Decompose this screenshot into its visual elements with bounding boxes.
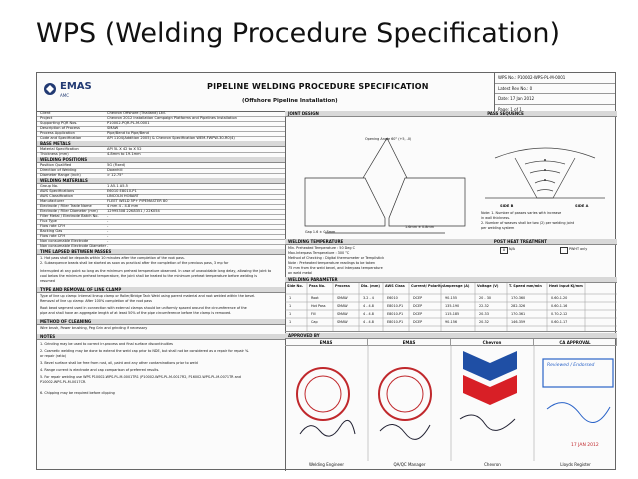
section-welding-parameter: WELDING PARAMETER bbox=[285, 277, 617, 283]
approval-signatures bbox=[285, 339, 617, 461]
note-item: 1. Grinding may be used to correct irr.process and final surface discontinuities bbox=[40, 342, 173, 346]
section-welding-temperature: WELDING TEMPERATURE bbox=[285, 239, 491, 245]
document-header bbox=[37, 73, 615, 112]
row-code: Code and Specification API 1104(Addition 2005) & Chevron Specification WEM-FWPW-30-R0(4) bbox=[37, 136, 285, 142]
material-row: Electrode / Filler Diameter (mm) 12995308 22K8351 / 22K054 bbox=[37, 209, 285, 215]
joint-note: 2. Number of weaves shall be two (2) per welding joint bbox=[481, 221, 575, 225]
joint-angle-label: Opening Angle 60° (+5, -0) bbox=[365, 137, 412, 141]
joint-note: Note: 1. Number of passes varies with increase bbox=[481, 211, 562, 215]
row-material-spec: Material Specification API 5L X 42 to X 52 bbox=[37, 147, 285, 153]
material-row: AWS Classification LINCOLN HOBART bbox=[37, 194, 285, 200]
param-cell: Cap bbox=[311, 320, 318, 324]
row-process: Description of Process SMAW bbox=[37, 126, 285, 132]
joint-gap-label: Gap 1.6 ± 0.8mm bbox=[305, 230, 336, 234]
logo-text: EMAS bbox=[60, 81, 92, 92]
approval-head: EMAS bbox=[368, 339, 451, 346]
lloyds-stamp-text: Reviewed / Endorsed bbox=[547, 363, 595, 368]
param-cell: Fill bbox=[311, 312, 316, 316]
param-cell: E8010-P1 bbox=[387, 312, 404, 316]
cleaning-text: Wire brush, Power brushing, Peg Grin and grinding if necessary bbox=[40, 326, 148, 330]
param-cell: 170-361 bbox=[511, 312, 526, 316]
time-note: 2. Subsequence beads shall be started as soon as practical after the completion of the previous pass, 3 mp for bbox=[40, 261, 229, 265]
param-cell: 135-190 bbox=[445, 304, 460, 308]
emas-logo bbox=[43, 79, 92, 103]
param-header: Amperage (A) bbox=[443, 284, 470, 288]
param-cell: 20 - 30 bbox=[479, 296, 492, 300]
stamp-seal-1-inner bbox=[305, 376, 341, 412]
joint-face-label: 1.6mm ± 0.8mm bbox=[405, 225, 434, 229]
clamp-note: Interrupted at any point so long as the minimum preheat temperature observed. In case of unavoidable long delay, allowing the joint to bbox=[40, 269, 272, 273]
clamp-row: Root bead segment used in connection with external clamps should be uniformly spaced around the circumference of the bbox=[40, 306, 247, 310]
param-cell: E6010 bbox=[387, 296, 398, 300]
material-row: Flux Type - bbox=[37, 219, 285, 225]
param-cell: 20-32 bbox=[479, 320, 489, 324]
section-type-removal: TYPE AND REMOVAL OF LINE CLAMP bbox=[37, 287, 285, 293]
approval-role: Welding Engineer bbox=[308, 462, 345, 467]
row-client: Client Chevron Offshore (Thailand) Ltd. bbox=[37, 111, 285, 117]
param-header: Voltage (V) bbox=[477, 284, 499, 288]
material-row: Group No. 1 A5.1 A5.5 bbox=[37, 184, 285, 190]
param-header: Side No. bbox=[287, 284, 303, 288]
note-item: or repair (ratio) bbox=[40, 354, 67, 358]
approval-head: EMAS bbox=[285, 339, 368, 346]
temp-row: 75 mm from the weld bevel, and Interpass temperature bbox=[288, 266, 383, 270]
param-cell: 1 bbox=[289, 320, 292, 324]
param-cell: 20-33 bbox=[479, 312, 489, 316]
row-direction: Direction of Welding Downhill bbox=[37, 168, 285, 174]
emas-logo-icon bbox=[43, 82, 57, 96]
note-item: P10002-WPS-PL-M-0017CR. bbox=[40, 380, 87, 384]
side-b-label: SIDE B bbox=[500, 204, 514, 208]
logo-sub: AMC bbox=[60, 93, 69, 98]
param-cell: 0.70-2.12 bbox=[551, 312, 568, 316]
param-cell: 170-360 bbox=[511, 296, 526, 300]
param-cell: SMAW bbox=[337, 320, 348, 324]
param-cell: E8010-P1 bbox=[387, 304, 404, 308]
section-base-metals: BASE METALS bbox=[37, 141, 285, 147]
post-heat-checkbox-na: X bbox=[500, 247, 508, 254]
section-post-heat: POST HEAT TREATMENT bbox=[491, 239, 617, 245]
signature-4 bbox=[547, 403, 610, 423]
param-cell: 0.60-1.17 bbox=[551, 320, 568, 324]
section-approved-by: APPROVED BY bbox=[285, 333, 617, 339]
param-cell: 90-155 bbox=[445, 296, 458, 300]
material-row: Non consumable Electrode - bbox=[37, 239, 285, 245]
row-thickness: Thickness (mm) 4.8mm to 19.1mm bbox=[37, 152, 285, 158]
note-item: 3. Bevel surface shall be free from rust, oil, paint and any other contaminations prior to weld bbox=[40, 361, 198, 365]
approval-head: CA APPROVAL bbox=[534, 339, 617, 346]
section-notes: NOTES bbox=[37, 334, 285, 340]
param-header: Pass No. bbox=[309, 284, 326, 288]
welding-parameter-table bbox=[285, 283, 617, 332]
material-row: AWS Specifications E6010 E8010-P1 bbox=[37, 189, 285, 195]
document-subtitle: (Offshore Pipeline Installation) bbox=[242, 98, 338, 104]
param-cell: 0.60-1.16 bbox=[551, 304, 568, 308]
row-position: Position Qualified 5G (Fixed) bbox=[37, 163, 285, 169]
time-note: 1. Hot pass shall be deposits within 10 minutes after the completion of the root pass. bbox=[40, 256, 185, 260]
param-cell: E8010-P1 bbox=[387, 320, 404, 324]
material-row: Flow rate CFH - bbox=[37, 234, 285, 240]
param-cell: DCEP bbox=[413, 304, 423, 308]
param-cell: 1 bbox=[289, 312, 292, 316]
approval-head: Chevron bbox=[451, 339, 534, 346]
param-header: T. Speed mm/min bbox=[509, 284, 542, 288]
row-pqr: Supporting PQR Nos. P10002-PQR-PL-M-0001 bbox=[37, 121, 285, 127]
param-header: Dia. (mm) bbox=[361, 284, 380, 288]
row-diameter: Diameter Range (inch) > 12.75" bbox=[37, 173, 285, 179]
param-cell: 4 - 4.8 bbox=[363, 304, 374, 308]
material-row: Manufacturer FLEET WELD 5P+ PIPEMASTER 80 bbox=[37, 199, 285, 205]
param-cell: 146-359 bbox=[511, 320, 526, 324]
info-revision: Latest Rev No.: 0 bbox=[495, 84, 615, 95]
clamp-note: cool below the minimum preheat temperature, the joint shall be heated to the minimum preheat temperature before welding is bbox=[40, 274, 258, 278]
param-cell: DCEP bbox=[413, 312, 423, 316]
param-header: Heat Input KJ/mm bbox=[549, 284, 583, 288]
section-time-lapsed: TIME LAPSED BETWEEN PASSES bbox=[37, 249, 285, 255]
note-item: 4. Range current is electrode and cap comparison of preferred results. bbox=[40, 368, 160, 372]
param-cell: 4 - 4.8 bbox=[363, 312, 374, 316]
section-joint-design: JOINT DESIGN bbox=[285, 111, 484, 117]
param-cell: Hot Pass bbox=[311, 304, 326, 308]
param-cell: Root bbox=[311, 296, 319, 300]
param-cell: 1 bbox=[289, 304, 292, 308]
approval-role: Lloyds Register bbox=[560, 462, 591, 467]
row-application: Process Application Pipe/Bend to Pipe/Bend bbox=[37, 131, 285, 137]
temp-row: Min. Preheated Temperature : 50 Deg C bbox=[288, 246, 355, 250]
post-heat-pwht: PWHT only bbox=[569, 247, 588, 251]
approval-role: QA/QC Manager bbox=[393, 462, 426, 467]
approval-panel bbox=[285, 339, 617, 471]
param-cell: 22-32 bbox=[479, 304, 489, 308]
joint-note: in wall thickness. bbox=[481, 216, 511, 220]
signature-2 bbox=[380, 424, 430, 439]
param-cell: DCEP bbox=[413, 320, 423, 324]
info-date: Date: 17 Jan 2012 bbox=[495, 94, 615, 105]
document-title: PIPELINE WELDING PROCEDURE SPECIFICATION bbox=[207, 82, 429, 91]
approval-role: Chevron bbox=[484, 462, 501, 467]
post-heat-na: N/A bbox=[509, 247, 515, 251]
row-project: Project Chevron 2012 Installation Campaign Platforms and Pipelines Installation bbox=[37, 116, 285, 122]
note-item: 6. Chipping may be required before clipping bbox=[40, 391, 115, 395]
material-row: Non consumable Electrode Diameter - bbox=[37, 244, 285, 250]
param-cell: SMAW bbox=[337, 312, 348, 316]
section-welding-materials: WELDING MATERIALS bbox=[37, 178, 285, 184]
signature-1 bbox=[300, 420, 355, 436]
slide-title: WPS (Welding Procedure Specification) bbox=[36, 18, 561, 49]
clamp-row: pipe and shall have an aggregate length of at least 50% of the pipe circumference before the clamp is removed. bbox=[40, 311, 232, 315]
param-header: AWS Class bbox=[385, 284, 405, 288]
left-column bbox=[37, 111, 286, 471]
clamp-row: Type of line up clamp: Internal lineup clamp or Roller/Bridge Tack Weld using parent material and root welded within the bevel. bbox=[40, 294, 256, 298]
param-cell: 282-326 bbox=[511, 304, 526, 308]
stamp-date: 17 JAN 2012 bbox=[571, 443, 599, 448]
param-cell: DCEP bbox=[413, 296, 423, 300]
stamp-seal-2-inner bbox=[387, 376, 423, 412]
param-cell: 3.2 - 4 bbox=[363, 296, 374, 300]
section-method-cleaning: METHOD OF CLEANING bbox=[37, 319, 285, 325]
temp-row: on weld metal bbox=[288, 271, 313, 275]
post-heat-checkbox-pwht bbox=[560, 247, 568, 254]
param-cell: 115-185 bbox=[445, 312, 460, 316]
temp-row: Method of Checking : Digital thermometer or Tempilstick bbox=[288, 256, 385, 260]
right-column bbox=[285, 111, 617, 471]
info-page: Page: 1 of 1 bbox=[498, 106, 522, 112]
material-row: Flow rate CFH - bbox=[37, 224, 285, 230]
section-welding-positions: WELDING POSITIONS bbox=[37, 157, 285, 163]
joint-note: per welding system bbox=[481, 226, 515, 230]
wps-document bbox=[36, 72, 616, 470]
note-item: 2. Cosmetic welding may be done to extend the weld cap prior to NDE, but shall not be considered as a repair for repair %. bbox=[40, 349, 250, 353]
section-pass-sequence: PASS SEQUENCE bbox=[484, 111, 617, 117]
material-row: Backing Gas - bbox=[37, 229, 285, 235]
param-cell: 90-156 bbox=[445, 320, 458, 324]
signature-3 bbox=[460, 415, 515, 430]
param-grid bbox=[285, 283, 617, 331]
document-info bbox=[494, 73, 615, 111]
param-header: Process bbox=[335, 284, 350, 288]
clamp-row: Removal of line up clamp: After 100% completion of the root pass bbox=[40, 299, 152, 303]
temp-row: Note : Preheated temperature readings to be taken bbox=[288, 261, 376, 265]
side-a-label: SIDE A bbox=[575, 204, 589, 208]
param-cell: 0.60-1.20 bbox=[551, 296, 568, 300]
param-cell: 4 - 4.8 bbox=[363, 320, 374, 324]
param-cell: SMAW bbox=[337, 296, 348, 300]
param-cell: SMAW bbox=[337, 304, 348, 308]
clamp-note: resumed bbox=[40, 279, 55, 283]
temp-row: Max.Interpass Temperature : 300 °C bbox=[288, 251, 350, 255]
note-item: 5. For repair welding use WPS P10002-WPS-PL-M-0001TR1 (P10002-WPS-PL-M-0017R2, P16002-WPS-PL-M-0071TR and bbox=[40, 375, 241, 379]
param-cell: 1 bbox=[289, 296, 292, 300]
chevron-logo-blue bbox=[463, 351, 517, 381]
material-row: Electrode / Filler Trade Name 4 mm 4 - 4.8 mm bbox=[37, 204, 285, 210]
info-wps-no: WPS No.: P10002-WPS-PL-M-0001 bbox=[495, 73, 615, 84]
param-header: Current/ Polarity bbox=[411, 284, 443, 288]
material-row: Filler Metal / Electrode Batch No. - bbox=[37, 214, 285, 220]
